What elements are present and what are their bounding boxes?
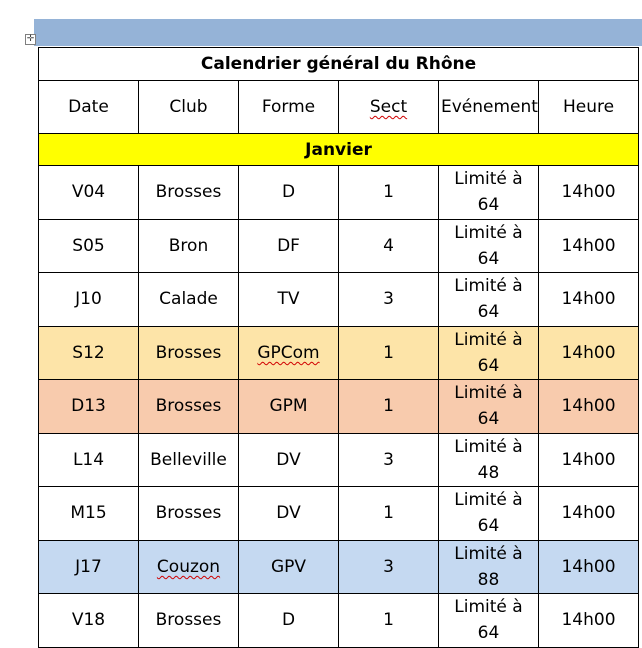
cell-forme: DV: [239, 433, 339, 487]
cell-date: J10: [39, 273, 139, 327]
cell-heure: 14h00: [539, 326, 639, 380]
cell-club: Brosses: [139, 166, 239, 220]
cell-club: Brosses: [139, 487, 239, 541]
cell-club: [139, 540, 239, 594]
cell-forme: [239, 326, 339, 380]
cell-evenement: Limité à 64: [439, 594, 539, 648]
cell-club-text: Couzon: [156, 556, 221, 577]
cell-forme: D: [239, 594, 339, 648]
table-row: [39, 380, 639, 434]
cell-sect: 3: [339, 540, 439, 594]
cell-evenement: Limité à 64: [439, 487, 539, 541]
month-row: [39, 134, 639, 166]
cell-evenement: Limité à 64: [439, 219, 539, 273]
cell-sect: 1: [339, 380, 439, 434]
cell-club: Bron: [139, 219, 239, 273]
header-sect-label: Sect: [369, 97, 408, 117]
cell-evenement: Limité à 48: [439, 433, 539, 487]
header-forme: Forme: [239, 81, 339, 134]
header-club: Club: [139, 81, 239, 134]
move-handle-icon[interactable]: ✛: [26, 34, 35, 44]
cell-forme: DF: [239, 219, 339, 273]
cell-sect: 3: [339, 273, 439, 327]
cell-forme: GPV: [239, 540, 339, 594]
month-label: Janvier: [39, 134, 639, 166]
header-heure: Heure: [539, 81, 639, 134]
title-row: [39, 48, 639, 81]
cell-heure: 14h00: [539, 380, 639, 434]
table-row: [39, 540, 639, 594]
cell-heure: 14h00: [539, 594, 639, 648]
cell-date: L14: [39, 433, 139, 487]
table-row: [39, 166, 639, 220]
table-title: Calendrier général du Rhône: [39, 48, 639, 81]
cell-club: Belleville: [139, 433, 239, 487]
header-date: Date: [39, 81, 139, 134]
cell-heure: 14h00: [539, 540, 639, 594]
cell-date: V18: [39, 594, 139, 648]
cell-date: M15: [39, 487, 139, 541]
cell-sect: 3: [339, 433, 439, 487]
cell-club: Brosses: [139, 326, 239, 380]
table-row: [39, 326, 639, 380]
cell-heure: 14h00: [539, 219, 639, 273]
cell-evenement: Limité à 64: [439, 273, 539, 327]
cell-forme-text: GPCom: [257, 342, 320, 363]
cell-sect: 1: [339, 594, 439, 648]
cell-sect: 1: [339, 166, 439, 220]
table-row: [39, 273, 639, 327]
cell-date: S05: [39, 219, 139, 273]
cell-forme: GPM: [239, 380, 339, 434]
header-sect: [339, 81, 439, 134]
cell-date: V04: [39, 166, 139, 220]
document-header-bar: [34, 19, 642, 46]
cell-club: Calade: [139, 273, 239, 327]
cell-date: D13: [39, 380, 139, 434]
header-row: [39, 81, 639, 134]
cell-heure: 14h00: [539, 273, 639, 327]
cell-heure: 14h00: [539, 166, 639, 220]
calendar-table: [38, 47, 639, 648]
cell-forme: DV: [239, 487, 339, 541]
cell-club: Brosses: [139, 594, 239, 648]
table-row: [39, 433, 639, 487]
cell-club: Brosses: [139, 380, 239, 434]
cell-evenement: Limité à 64: [439, 380, 539, 434]
cell-sect: 1: [339, 326, 439, 380]
cell-heure: 14h00: [539, 487, 639, 541]
cell-forme: TV: [239, 273, 339, 327]
table-row: [39, 219, 639, 273]
table-row: [39, 594, 639, 648]
cell-heure: 14h00: [539, 433, 639, 487]
cell-date: S12: [39, 326, 139, 380]
cell-date: J17: [39, 540, 139, 594]
header-evenement: Evénement: [439, 81, 539, 134]
cell-forme: D: [239, 166, 339, 220]
table-row: [39, 487, 639, 541]
cell-evenement: Limité à 64: [439, 326, 539, 380]
cell-evenement: Limité à 88: [439, 540, 539, 594]
cell-sect: 4: [339, 219, 439, 273]
cell-evenement: Limité à 64: [439, 166, 539, 220]
cell-sect: 1: [339, 487, 439, 541]
